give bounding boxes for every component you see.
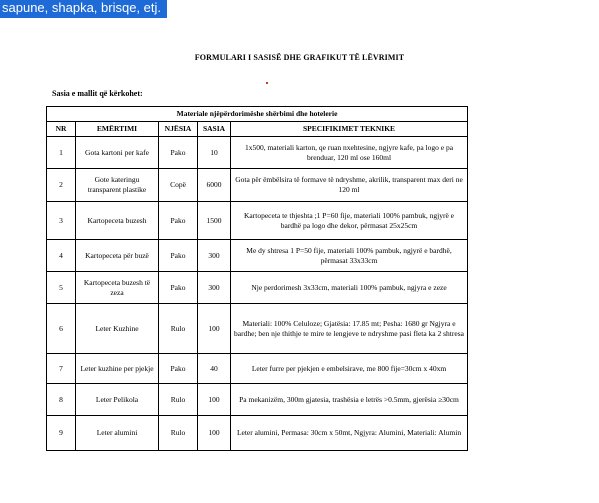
cell-nr: 3 bbox=[47, 202, 76, 240]
cell-nr: 9 bbox=[47, 416, 76, 451]
cell-name: Gota kartoni per kafe bbox=[76, 137, 159, 169]
cell-quantity: 100 bbox=[198, 416, 231, 451]
column-header-specifications: SPECIFIKIMET TEKNIKE bbox=[231, 122, 468, 137]
red-mark bbox=[266, 82, 268, 84]
cell-nr: 4 bbox=[47, 240, 76, 272]
cell-specification: 1x500, materiali karton, qe ruan nxehtesine, ngjyre kafe, pa logo e pa brenduar, 120 ml ose 160ml bbox=[231, 137, 468, 169]
quantity-label: Sasia e mallit që kërkohet: bbox=[52, 89, 143, 98]
cell-unit: Rulo bbox=[159, 416, 198, 451]
cell-unit: Copë bbox=[159, 169, 198, 202]
cell-quantity: 300 bbox=[198, 240, 231, 272]
cell-unit: Rulo bbox=[159, 304, 198, 354]
cell-specification: Me dy shtresa 1 P=50 fije, materiali 100% pambuk, ngjyrë e bardhë, përmasat 33x33cm bbox=[231, 240, 468, 272]
cell-quantity: 300 bbox=[198, 272, 231, 304]
table-row bbox=[47, 272, 468, 304]
table-row bbox=[47, 137, 468, 169]
cell-specification: Nje perdorimesh 3x33cm, materiali 100% pambuk, ngjyra e zeze bbox=[231, 272, 468, 304]
cell-unit: Rulo bbox=[159, 384, 198, 416]
cell-name: Leter Kuzhine bbox=[76, 304, 159, 354]
cell-name: Leter Pelikola bbox=[76, 384, 159, 416]
cell-name: Leter alumini bbox=[76, 416, 159, 451]
column-header-name: EMËRTIMI bbox=[76, 122, 159, 137]
cell-name: Kartopeceta buzesh të zeza bbox=[76, 272, 159, 304]
cell-unit: Pako bbox=[159, 354, 198, 384]
table-row bbox=[47, 416, 468, 451]
cell-nr: 6 bbox=[47, 304, 76, 354]
cell-quantity: 6000 bbox=[198, 169, 231, 202]
cell-name: Kartopeceta buzesh bbox=[76, 202, 159, 240]
cell-name: Kartopeceta për buzë bbox=[76, 240, 159, 272]
cell-name: Leter kuzhine per pjekje bbox=[76, 354, 159, 384]
cell-nr: 2 bbox=[47, 169, 76, 202]
table-row bbox=[47, 240, 468, 272]
cell-specification: Kartopeceta te thjeshta ;1 P=60 fije, materiali 100% pambuk, ngjyrë e bardhë pa logo dhe dekor, përmasat 25x25cm bbox=[231, 202, 468, 240]
cell-unit: Pako bbox=[159, 240, 198, 272]
table-row bbox=[47, 304, 468, 354]
cell-quantity: 40 bbox=[198, 354, 231, 384]
table-row bbox=[47, 384, 468, 416]
cell-specification: Materiali: 100% Celuloze; Gjatësia: 17.85 mt; Pesha: 1680 gr Ngjyra e bardhe; ben nje thithje te mire te lengjeve te ndryshme pasi fleta ka 2 shtresa bbox=[231, 304, 468, 354]
cell-quantity: 100 bbox=[198, 304, 231, 354]
column-header-unit: NJËSIA bbox=[159, 122, 198, 137]
document-title: FORMULARI I SASISË DHE GRAFIKUT TË LËVRIMIT bbox=[194, 53, 405, 62]
cell-name: Gote kateringu transparent plastike bbox=[76, 169, 159, 202]
cell-nr: 8 bbox=[47, 384, 76, 416]
cell-quantity: 1500 bbox=[198, 202, 231, 240]
cell-quantity: 10 bbox=[198, 137, 231, 169]
cell-specification: Leter alumini, Permasa: 30cm x 50mt, Ngjyra: Alumini, Materiali: Alumin bbox=[231, 416, 468, 451]
cell-nr: 7 bbox=[47, 354, 76, 384]
cell-unit: Pako bbox=[159, 272, 198, 304]
table-group-header: Materiale njëpërdorimëshe shërbimi dhe hotelerie bbox=[47, 107, 468, 122]
materials-table bbox=[46, 106, 468, 451]
cell-quantity: 100 bbox=[198, 384, 231, 416]
cell-specification: Leter furre per pjekjen e embelsirave, me 800 fije=30cm x 40xm bbox=[231, 354, 468, 384]
table-row bbox=[47, 202, 468, 240]
column-header-quantity: SASIA bbox=[198, 122, 231, 137]
table-row bbox=[47, 169, 468, 202]
cell-unit: Pako bbox=[159, 202, 198, 240]
table-row bbox=[47, 354, 468, 384]
column-header-nr: NR bbox=[47, 122, 76, 137]
cell-specification: Gota për ëmbëlsira të formave të ndryshme, akrilik, transparent max deri ne 120 ml bbox=[231, 169, 468, 202]
cell-nr: 1 bbox=[47, 137, 76, 169]
selected-text-banner: sapune, shapka, brisqe, etj. bbox=[0, 0, 167, 18]
cell-nr: 5 bbox=[47, 272, 76, 304]
cell-specification: Pa mekanizëm, 300m gjatesia, trashësia e letrës >0.5mm, gjerësia ≥30cm bbox=[231, 384, 468, 416]
cell-unit: Pako bbox=[159, 137, 198, 169]
